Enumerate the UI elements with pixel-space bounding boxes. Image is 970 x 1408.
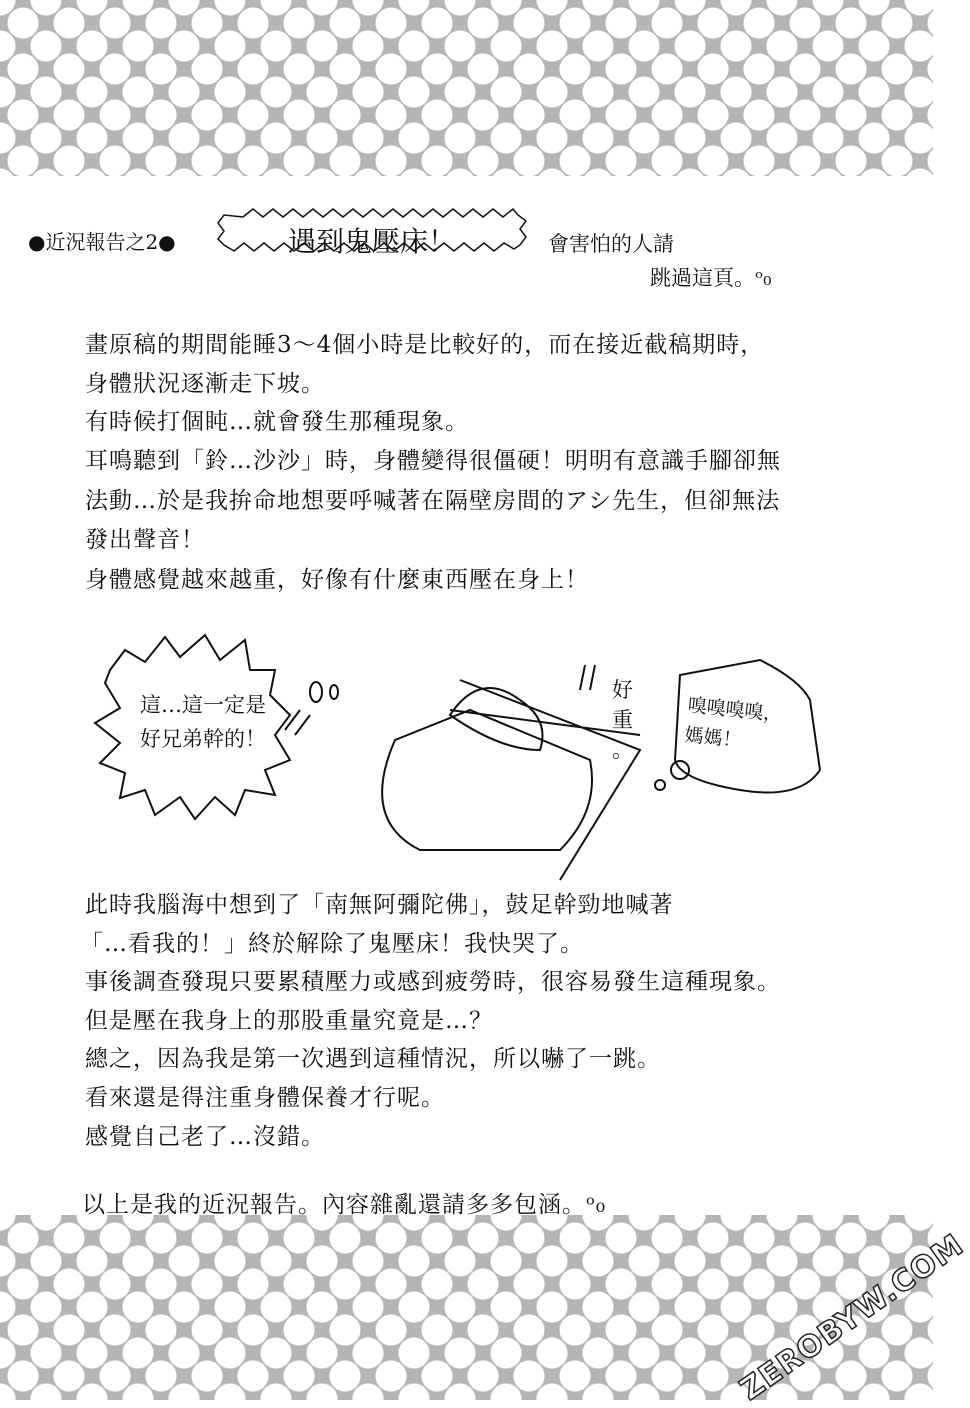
text-line: 發出聲音！: [85, 527, 205, 553]
text-line: 耳鳴聽到「鈴…沙沙」時，身體變得很僵硬！明明有意識手腳卻無: [85, 448, 781, 474]
text-line: 此時我腦海中想到了「南無阿彌陀佛」，鼓足幹勁地喊著: [85, 892, 674, 918]
text-line: 看來還是得注重身體保養才行呢。: [85, 1085, 445, 1111]
text-line: 總之，因為我是第一次遇到這種情況，所以嚇了一跳。: [85, 1046, 661, 1072]
text-line: 感覺自己老了…沒錯。: [85, 1124, 325, 1150]
text-line: 身體狀況逐漸走下坡。: [85, 371, 325, 397]
speech-bubble-left-text: [140, 688, 266, 756]
text-line: 有時候打個盹…就會發生那種現象。: [85, 409, 469, 435]
sfx-char: 重: [612, 708, 633, 732]
text-line: 「…看我的！」終於解除了鬼壓床！我快哭了。: [80, 931, 584, 957]
closing-line: 以上是我的近況報告。內容雜亂還請多多包涵。ᵒ₀: [82, 1192, 607, 1218]
bubble-line: 這…這一定是: [140, 693, 266, 717]
text-line: 法動…於是我拚命地想要呼喊著在隔壁房間的アシ先生，但卻無法: [85, 488, 781, 514]
bubble-line: 媽媽！: [683, 724, 743, 752]
sound-effect-heavy: [612, 675, 636, 765]
polka-dot-border-top: [0, 0, 933, 176]
warning-note-line-1: 會害怕的人請: [548, 232, 674, 256]
text-line: 身體感覺越來越重，好像有什麼東西壓在身上！: [85, 567, 589, 593]
thought-bubble-right-text: [683, 690, 784, 760]
text-line: 畫原稿的期間能睡3～4個小時是比較好的，而在接近截稿期時，: [85, 332, 765, 358]
sfx-char: 好: [612, 678, 633, 702]
text-line: 事後調查發現只要累積壓力或感到疲勞時，很容易發生這種現象。: [85, 969, 781, 995]
bubble-line: 好兄弟幹的！: [140, 727, 266, 751]
page-title: 遇到鬼壓床！: [288, 225, 457, 258]
bubble-line: 嗅嗅嗅嗅，: [686, 694, 784, 726]
text-line: 但是壓在我身上的那股重量究竟是…？: [85, 1008, 493, 1034]
sfx-char: 。: [612, 738, 633, 762]
watermark: ZEROBYW.COM: [733, 1227, 970, 1408]
bed-and-blanket: [382, 680, 640, 880]
section-label: ●近況報告之2●: [28, 230, 176, 254]
warning-note-line-2: 跳過這頁。ᵒ₀: [650, 266, 772, 290]
